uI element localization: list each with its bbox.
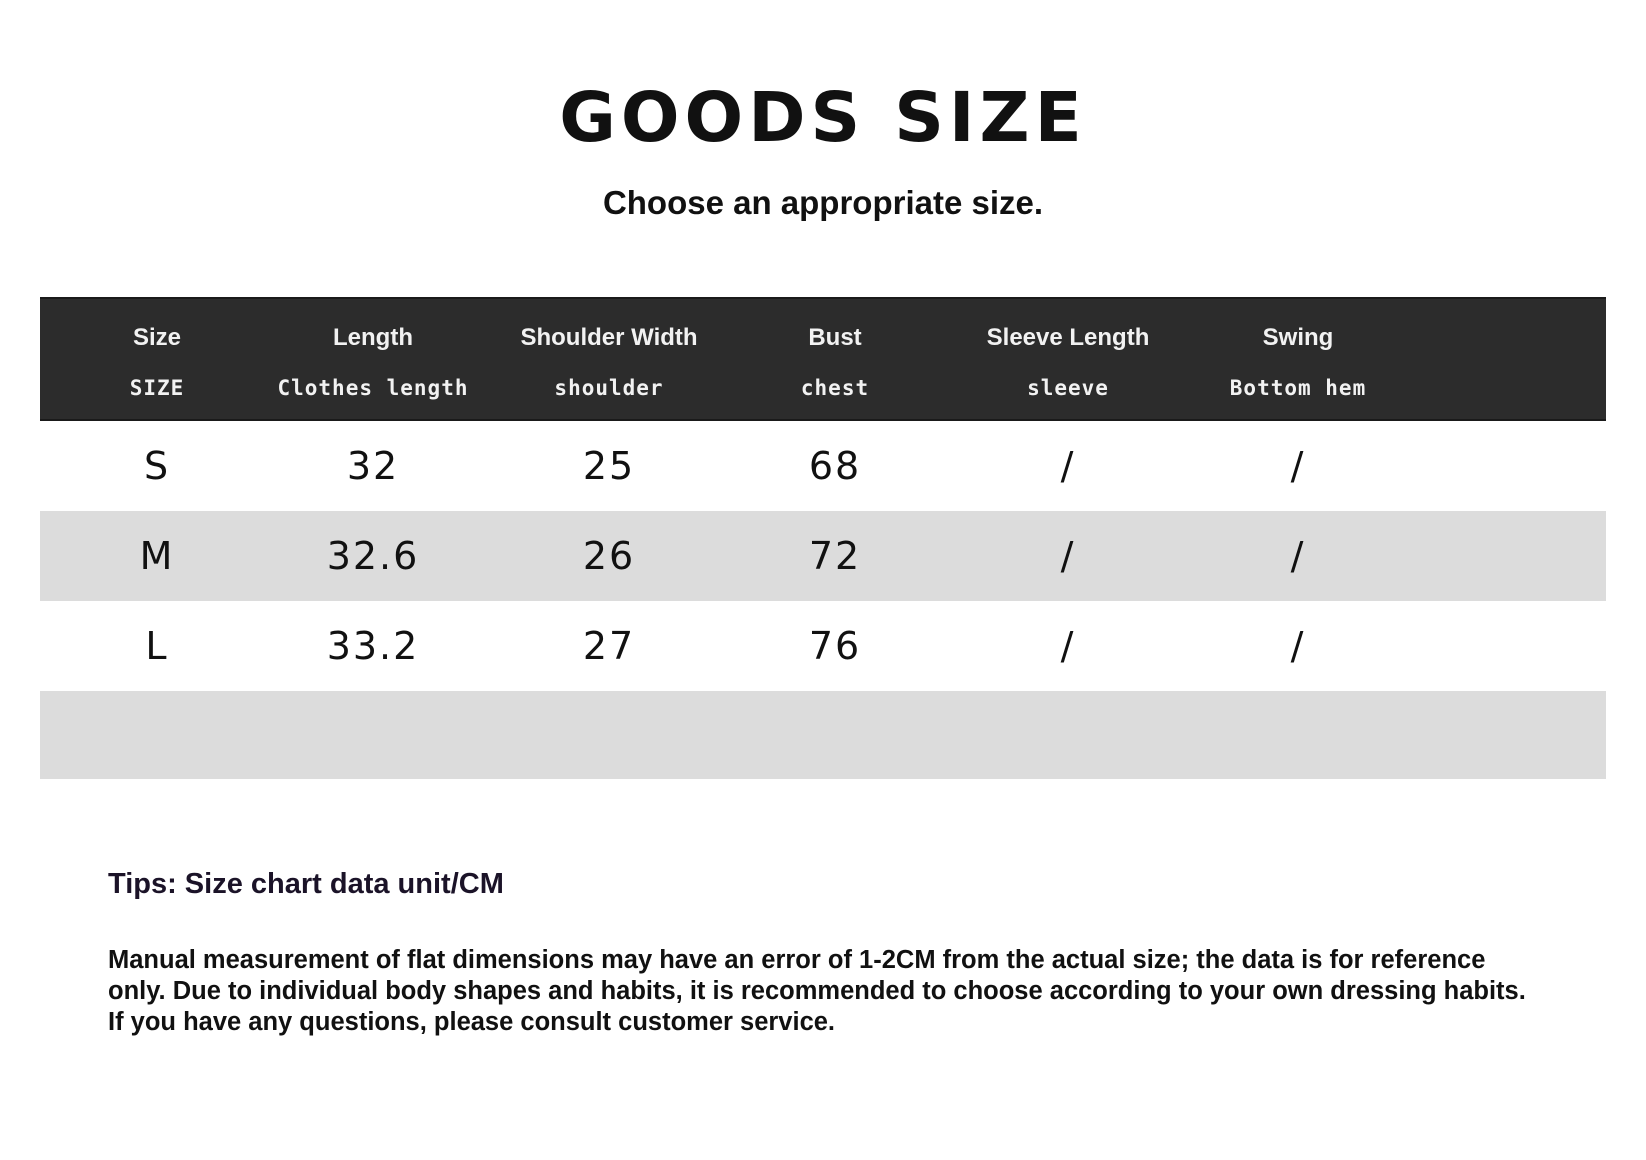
table-cell: /: [1290, 534, 1306, 578]
column-sublabel: shoulder: [554, 376, 664, 400]
table-cell: /: [1060, 624, 1076, 668]
page-subtitle: Choose an appropriate size.: [602, 184, 1044, 221]
table-cell: /: [1060, 444, 1076, 488]
table-cell: 32.6: [326, 534, 420, 578]
table-cell: /: [1290, 444, 1306, 488]
table-cell: /: [1290, 624, 1306, 668]
table-row: [40, 601, 1606, 691]
measurement-note: Manual measurement of flat dimensions may have an error of 1-2CM from the actual size; the data is for reference only. Due to individual body shapes and habits, it is recommended to choose according to your own dressing habits. If you have any questions, please consult customer service.: [108, 946, 1526, 1036]
column-label: Shoulder Width: [520, 324, 698, 351]
table-cell: 25: [582, 444, 636, 488]
table-cell: 76: [808, 624, 862, 668]
column-label: Length: [333, 324, 413, 351]
column-sublabel: chest: [800, 376, 870, 400]
table-cell: /: [1060, 534, 1076, 578]
tips-text: Tips: Size chart data unit/CM: [108, 868, 504, 900]
column-label: Sleeve Length: [986, 324, 1150, 351]
table-cell: S: [143, 444, 171, 488]
column-sublabel: Clothes length: [277, 376, 469, 400]
column-header-size: [90, 299, 224, 423]
column-header-swing: [1158, 299, 1438, 423]
column-sublabel: sleeve: [1027, 376, 1109, 400]
column-header-shoulder-width: [464, 299, 754, 423]
column-label: Bust: [808, 324, 862, 351]
column-sublabel: SIZE: [129, 376, 185, 400]
empty-table-row: [40, 691, 1606, 779]
table-header: [40, 297, 1606, 421]
table-cell: 27: [582, 624, 636, 668]
page-title: GOODS SIZE: [559, 78, 1087, 158]
column-label: Swing: [1262, 324, 1334, 351]
table-cell: 32: [346, 444, 400, 488]
table-cell: 26: [582, 534, 636, 578]
size-table: [40, 297, 1606, 779]
table-cell: 33.2: [326, 624, 420, 668]
table-cell: 68: [808, 444, 862, 488]
table-cell: L: [145, 624, 169, 668]
table-row: [40, 421, 1606, 511]
column-header-bust: [722, 299, 948, 423]
column-sublabel: Bottom hem: [1229, 376, 1367, 400]
table-cell: M: [139, 534, 175, 578]
column-label: Size: [132, 324, 182, 351]
table-cell: 72: [808, 534, 862, 578]
table-row: [40, 511, 1606, 601]
